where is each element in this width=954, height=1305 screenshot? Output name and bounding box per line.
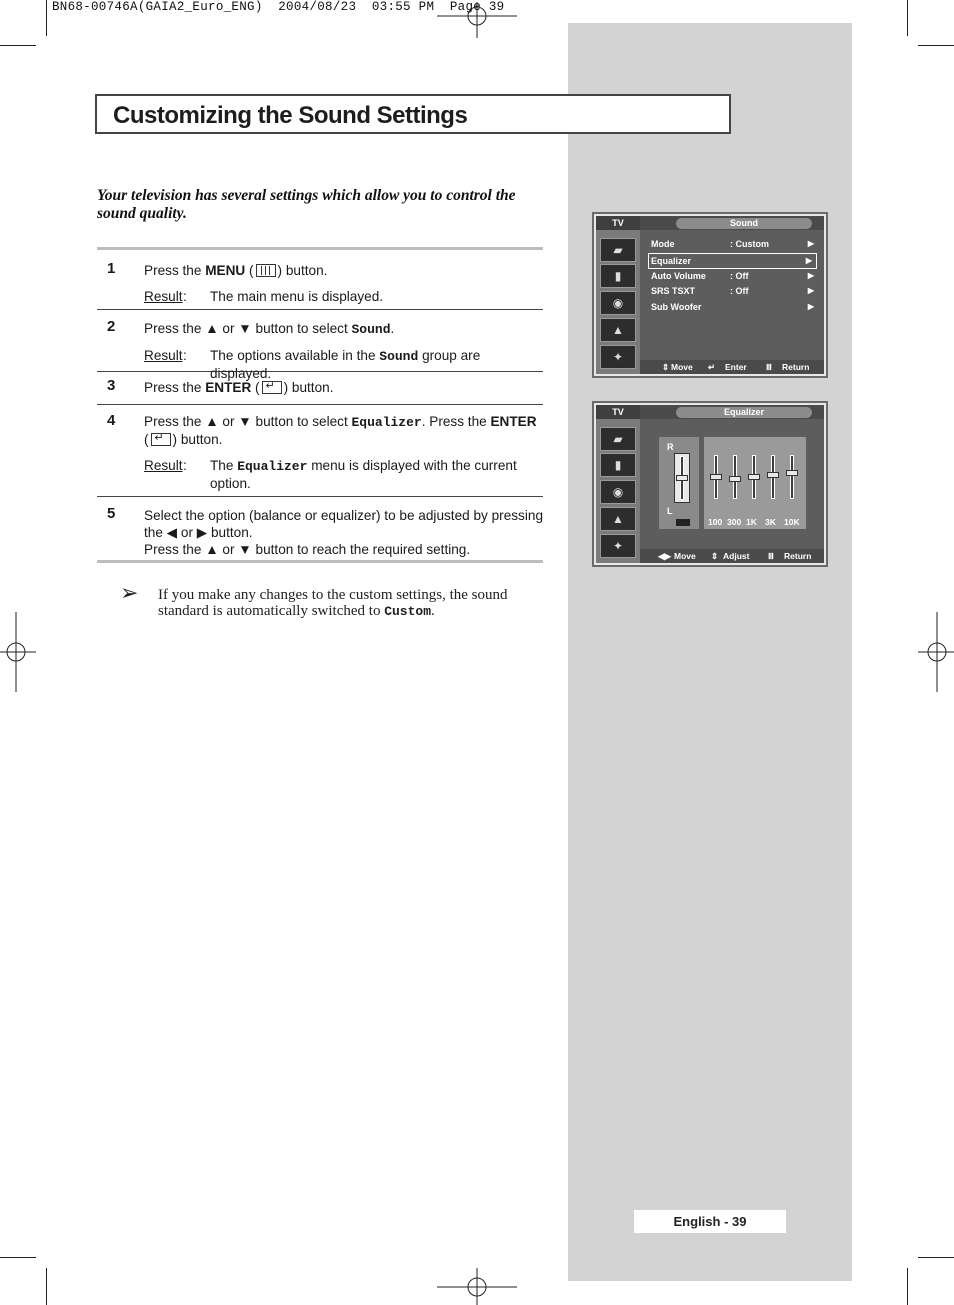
sound-menu-icon[interactable]: ▮: [600, 453, 636, 477]
page-footer: English - 39: [634, 1210, 786, 1233]
osd-item-equalizer[interactable]: Equalizer ▶: [648, 253, 817, 269]
osd-help-bar: ⇕ Move ↵ Enter Ⅲ Return: [640, 360, 824, 374]
eq-band-label: 1K: [746, 517, 757, 527]
move-icon: ⇕: [662, 362, 670, 372]
step-text: Press the MENU ( ) button.: [144, 263, 328, 278]
eq-band-knob[interactable]: [748, 474, 760, 480]
picture-menu-icon[interactable]: ▰: [600, 427, 636, 451]
osd-title: Equalizer: [676, 407, 812, 418]
title-box: [95, 94, 731, 134]
enter-icon: ↵: [708, 362, 716, 372]
eq-band-label: 300: [727, 517, 742, 527]
eq-band-label: 3K: [765, 517, 776, 527]
osd-help-bar: ◀▶ Move ⇕ Adjust Ⅲ Return: [640, 549, 824, 563]
step-result: Result : The main menu is displayed.: [144, 289, 384, 304]
crop-mark: [46, 1268, 47, 1305]
step-text: Press the ENTER ( ↵ ) button.: [144, 380, 334, 395]
balance-panel: [659, 437, 699, 529]
step-number: 5: [107, 505, 116, 522]
balance-r-label: R: [667, 442, 674, 452]
step-3: [97, 372, 543, 404]
menu-icon: Ⅲ: [768, 551, 774, 561]
crop-mark: [907, 1268, 908, 1305]
menu-icon: Ⅲ: [766, 362, 772, 372]
osd-sidebar: [596, 230, 640, 374]
step-number: 1: [107, 260, 116, 277]
input-menu-icon[interactable]: ✦: [600, 534, 636, 558]
osd-equalizer-menu: [592, 401, 828, 567]
eq-band-label: 10K: [784, 517, 800, 527]
channel-menu-icon[interactable]: ◉: [600, 480, 636, 504]
channel-menu-icon[interactable]: ◉: [600, 291, 636, 315]
balance-marker: [676, 519, 690, 526]
eq-band-label: 100: [708, 517, 723, 527]
step-number: 4: [107, 412, 116, 429]
step-text: Press the ▲ or ▼ button to select Sound.: [144, 321, 395, 337]
eq-bands-panel: [704, 437, 806, 529]
step-2: [97, 310, 543, 381]
osd-sidebar: [596, 419, 640, 563]
balance-l-label: L: [667, 506, 673, 516]
osd-item-sub-woofer[interactable]: Sub Woofer ▶: [651, 302, 814, 312]
step-text: Press the ▲ or ▼ button to select Equalizer. Press the ENTER ( ↵ ) button.: [144, 414, 537, 447]
crop-mark: [918, 1257, 954, 1258]
setup-menu-icon[interactable]: ▲: [600, 318, 636, 342]
crop-mark: [46, 0, 47, 36]
registration-mark: [918, 612, 954, 692]
balance-knob[interactable]: [676, 475, 688, 481]
step-result: Result : The options available in the Sound group are displayed.: [144, 348, 481, 381]
left-right-icon: ◀▶: [658, 551, 672, 561]
step-number: 2: [107, 318, 116, 335]
osd-tv-label: TV: [596, 405, 640, 419]
osd-tv-label: TV: [596, 216, 640, 230]
registration-mark: [437, 1268, 517, 1305]
osd-title: Sound: [676, 218, 812, 229]
adjust-icon: ⇕: [711, 551, 719, 561]
osd-item-srs-tsxt[interactable]: SRS TSXT : Off ▶: [651, 286, 814, 296]
sound-menu-icon[interactable]: ▮: [600, 264, 636, 288]
enter-icon: ↵: [262, 381, 282, 394]
crop-mark: [0, 1257, 36, 1258]
step-1: [97, 250, 543, 309]
eq-band-slot[interactable]: [790, 455, 794, 499]
step-result: Result : The Equalizer menu is displayed with the current option.: [144, 458, 517, 491]
setup-menu-icon[interactable]: ▲: [600, 507, 636, 531]
crop-mark: [918, 45, 954, 46]
print-header: BN68-00746A(GAIA2_Euro_ENG) 2004/08/23 03:55 PM Page 39: [52, 0, 505, 14]
step-text: Select the option (balance or equalizer) to be adjusted by pressing the ◀ or ▶ button. Press the ▲ or ▼ button to reach the required setting.: [144, 508, 543, 557]
osd-item-mode[interactable]: Mode : Custom ▶: [651, 239, 814, 249]
osd-item-auto-volume[interactable]: Auto Volume : Off ▶: [651, 271, 814, 281]
page-title: Customizing the Sound Settings: [113, 102, 468, 129]
note-arrow-icon: ➢: [120, 580, 139, 605]
menu-icon: [256, 264, 276, 277]
osd-sound-menu: [592, 212, 828, 378]
note: ➢ If you make any changes to the custom settings, the sound standard is automatically switched to Custom.: [120, 580, 508, 619]
step-5: [97, 497, 543, 560]
steps-table: [97, 247, 543, 563]
input-menu-icon[interactable]: ✦: [600, 345, 636, 369]
crop-mark: [0, 45, 36, 46]
step-4: [97, 405, 543, 496]
eq-band-knob[interactable]: [786, 470, 798, 476]
eq-band-knob[interactable]: [729, 476, 741, 482]
eq-band-knob[interactable]: [767, 472, 779, 478]
eq-band-knob[interactable]: [710, 474, 722, 480]
intro-text: Your television has several settings which allow you to control the sound quality.: [97, 187, 516, 222]
registration-mark: [0, 612, 36, 692]
picture-menu-icon[interactable]: ▰: [600, 238, 636, 262]
enter-icon: ↵: [151, 433, 171, 446]
step-number: 3: [107, 377, 116, 394]
crop-mark: [907, 0, 908, 36]
